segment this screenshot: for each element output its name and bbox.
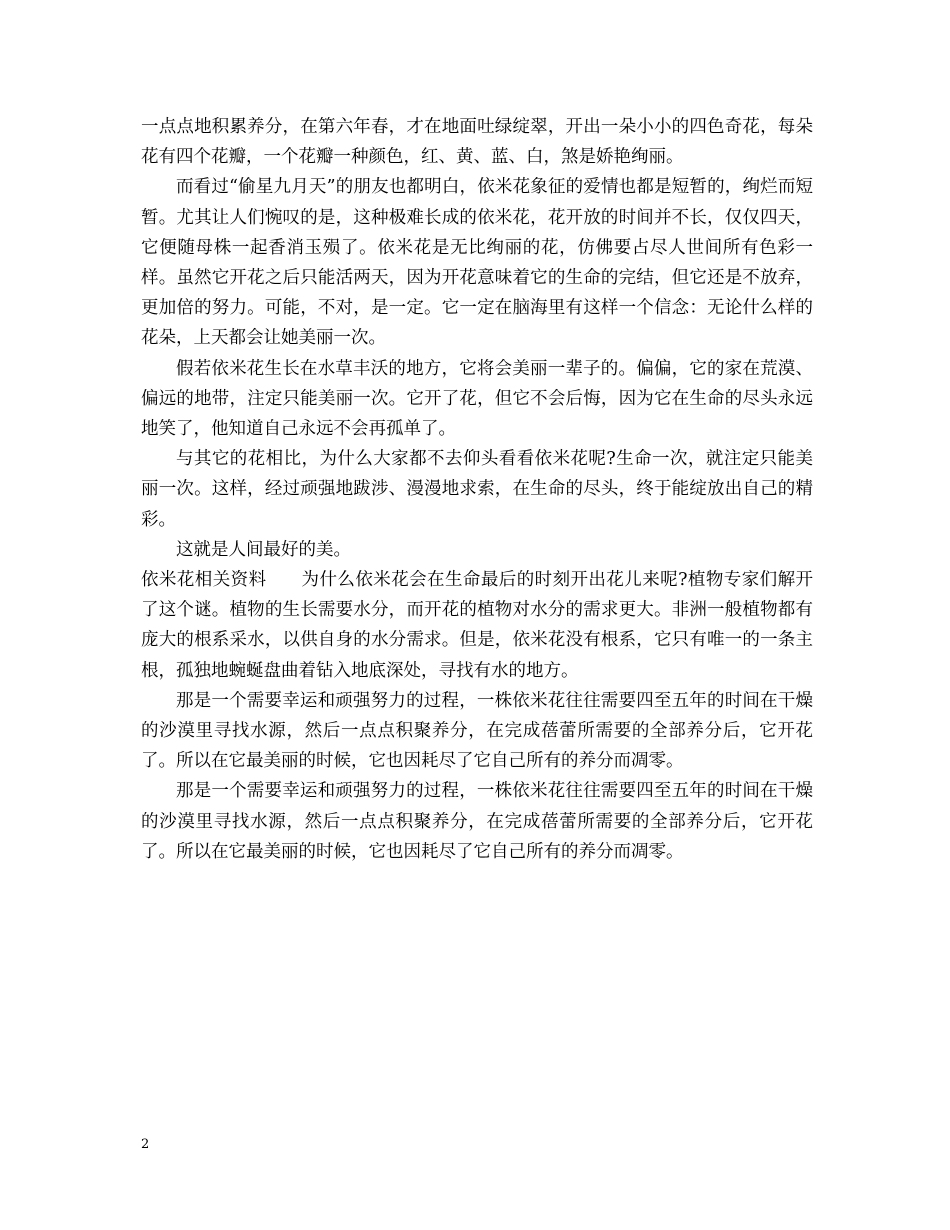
section-label: 依米花相关资料 (141, 570, 267, 591)
paragraph: 假若依米花生长在水草丰沃的地方，它将会美丽一辈子的。偏偏，它的家在荒漠、偏远的地带，注定只能美丽一次。它开了花，但它不会后悔，因为它在生命的尽头永远地笑了，他知道自己永远不会再孤单了。 (141, 358, 813, 440)
document-body (141, 112, 813, 867)
paragraph-continued: 一点点地积累养分，在第六年春，才在地面吐绿绽翠，开出一朵小小的四色奇花，每朵花有四个花瓣，一个花瓣一种颜色，红、黄、蓝、白，煞是娇艳绚丽。 (141, 117, 813, 168)
paragraph: 这就是人间最好的美。 (176, 539, 351, 560)
section-text: 为什么依米花会在生命最后的时刻开出花儿来呢?植物专家们解开了这个谜。植物的生长需要水分，而开花的植物对水分的需求更大。非洲一般植物都有庞大的根系采水，以供自身的水分需求。但是，依米花没有根系，它只有唯一的一条主根，孤独地蜿蜒盘曲着钻入地底深处，寻找有水的地方。 (141, 570, 813, 681)
section-paragraph (141, 565, 813, 686)
page-number: 2 (141, 1137, 150, 1152)
paragraph: 而看过“偷星九月天”的朋友也都明白，依米花象征的爱情也都是短暂的，绚烂而短暂。尤其让人们惋叹的是，这种极难长成的依米花，花开放的时间并不长，仅仅四天，它便随母株一起香消玉殒了。依米花是无比绚丽的花，仿佛要占尽人世间所有色彩一样。虽然它开花之后只能活两天，因为开花意味着它的生命的完结，但它还是不放弃，更加倍的努力。可能，不对，是一定。它一定在脑海里有这样一个信念：无论什么样的花朵，上天都会让她美丽一次。 (141, 177, 813, 349)
paragraph: 那是一个需要幸运和顽强努力的过程，一株依米花往往需要四至五年的时间在干燥的沙漠里寻找水源，然后一点点积聚养分，在完成蓓蕾所需要的全部养分后，它开花了。所以在它最美丽的时候，它也因耗尽了它自己所有的养分而凋零。 (141, 781, 813, 862)
paragraph: 那是一个需要幸运和顽强努力的过程，一株依米花往往需要四至五年的时间在干燥的沙漠里寻找水源，然后一点点积聚养分，在完成蓓蕾所需要的全部养分后，它开花了。所以在它最美丽的时候，它也因耗尽了它自己所有的养分而凋零。 (141, 690, 813, 772)
paragraph: 与其它的花相比，为什么大家都不去仰头看看依米花呢?生命一次，就注定只能美丽一次。这样，经过顽强地跋涉、漫漫地求索，在生命的尽头，终于能绽放出自己的精彩。 (141, 449, 813, 530)
